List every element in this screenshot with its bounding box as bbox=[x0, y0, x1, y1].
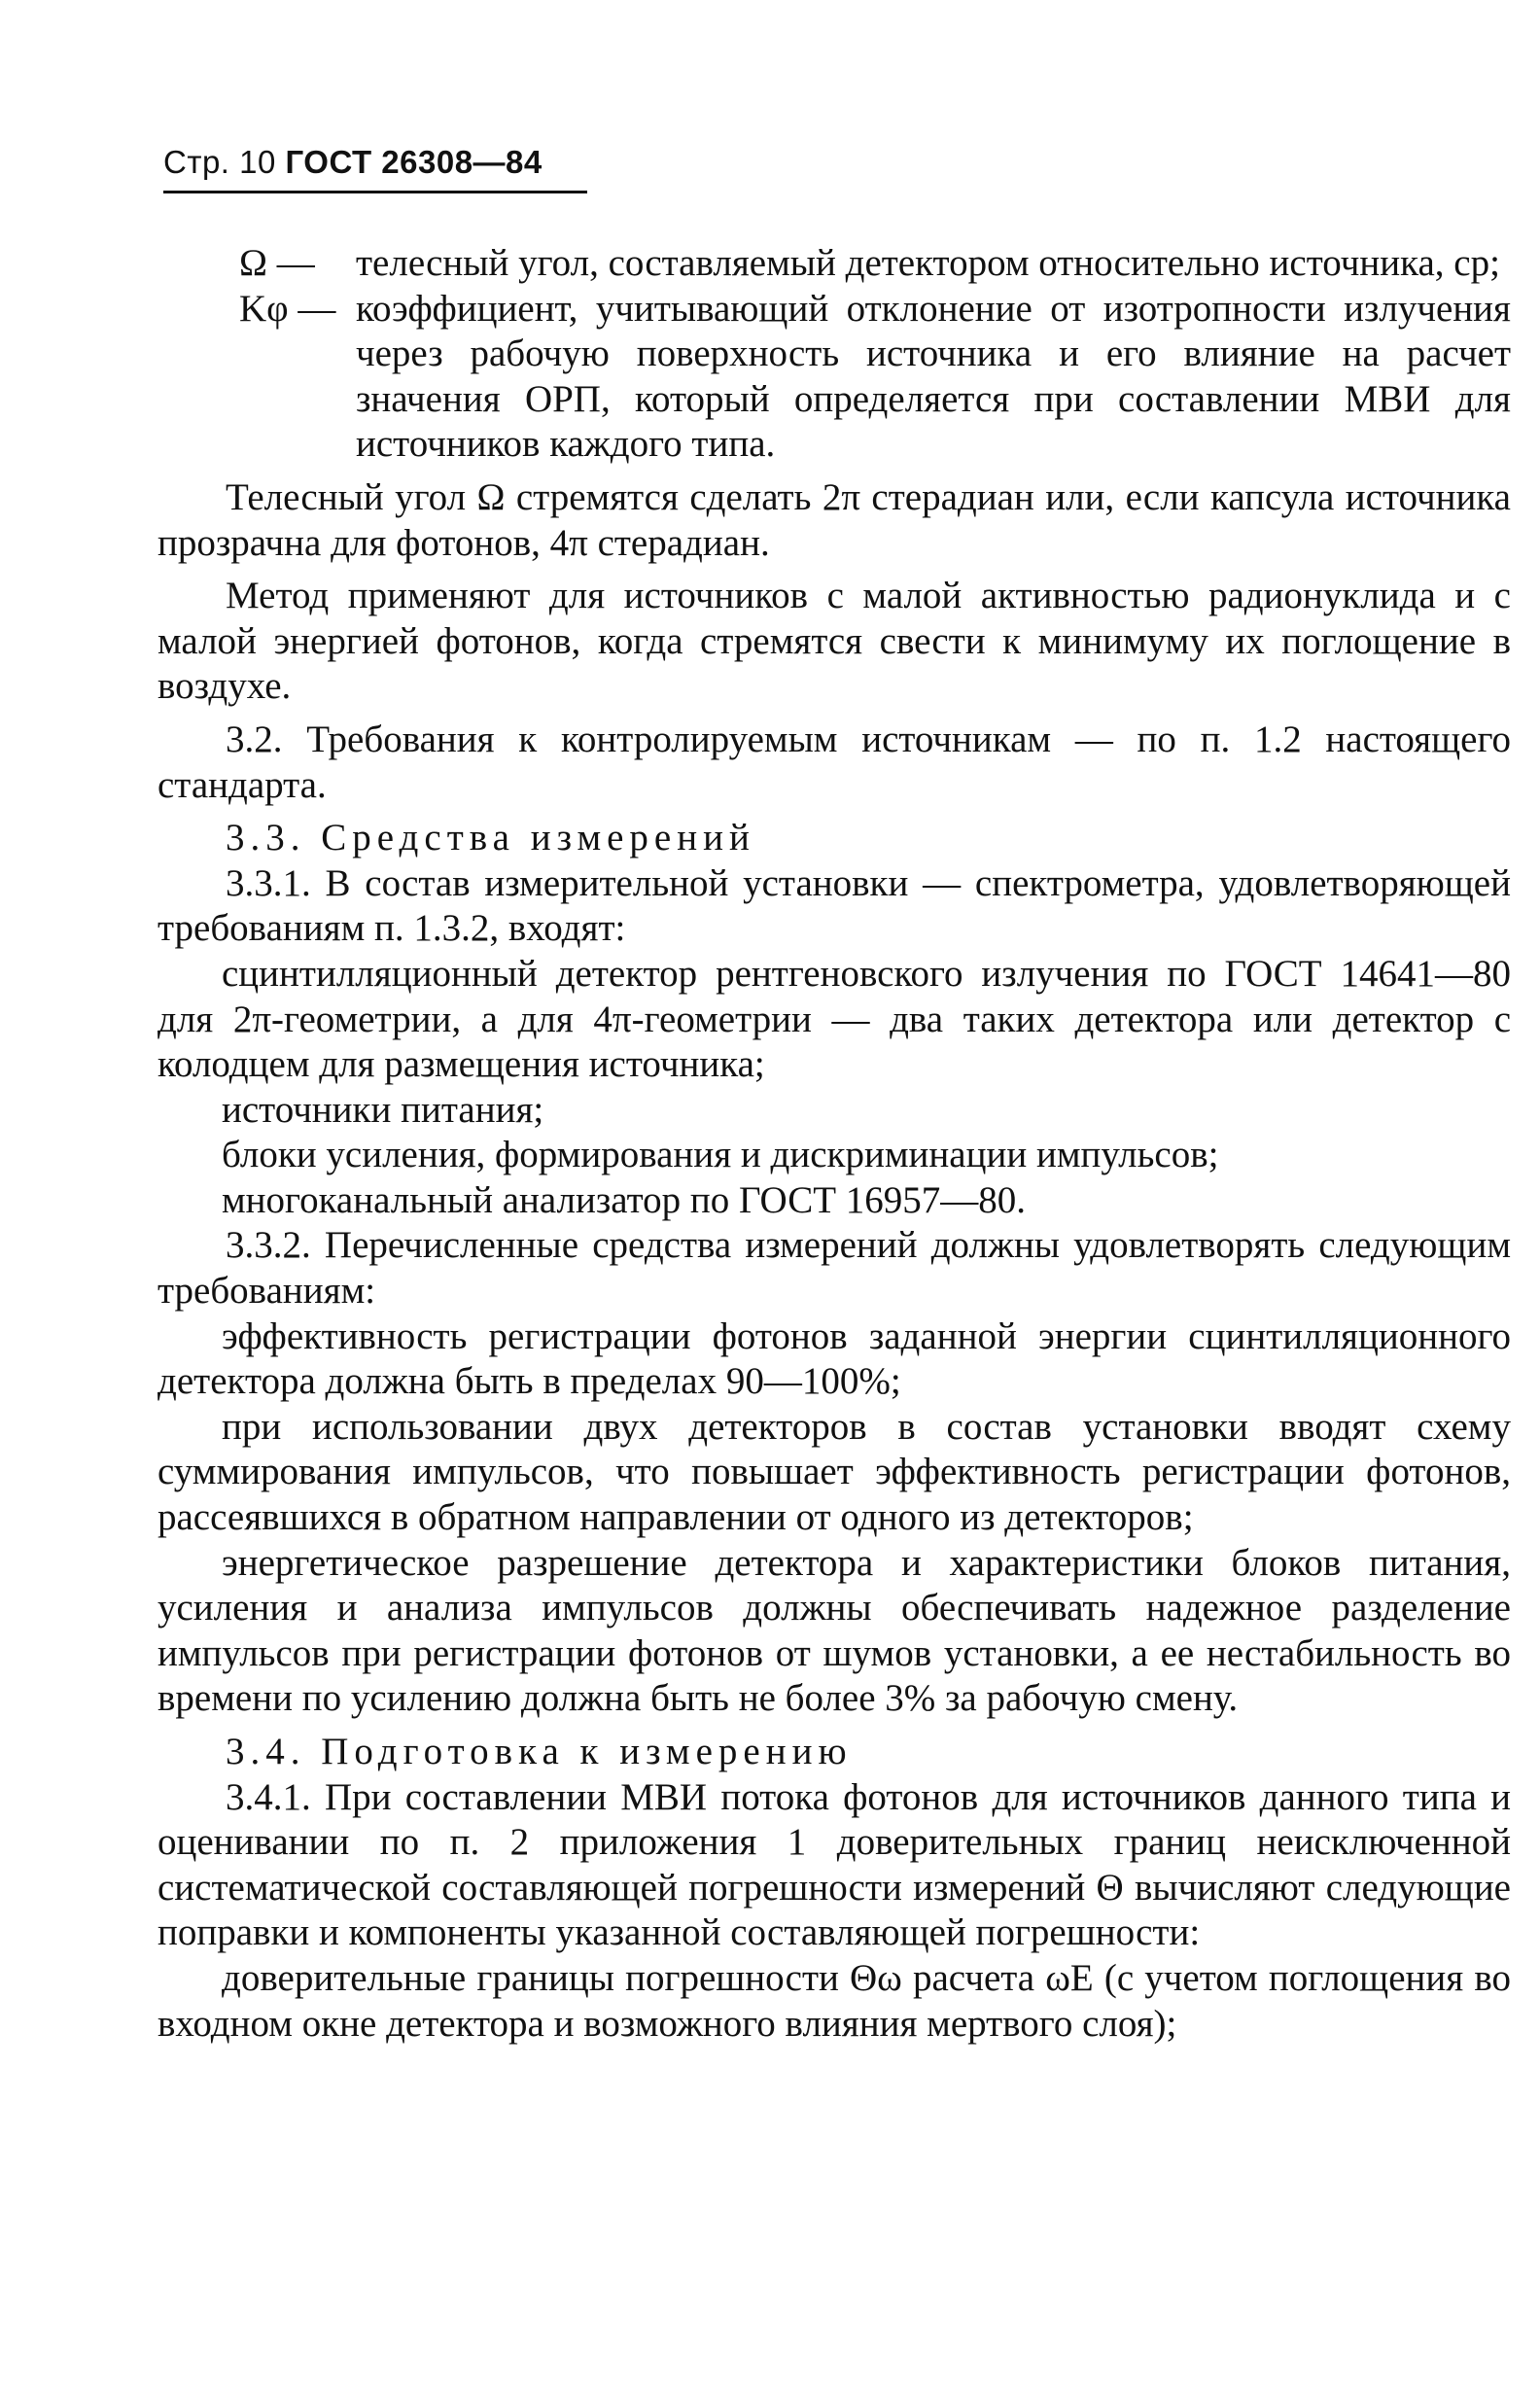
list-item-detector: сцинтилляционный детектор рентгеновского излучения по ГОСТ 14641—80 для 2π-геометрии, а для 4π-геометрии — два таких детектора или детектор с колодцем для размещения источника; bbox=[158, 952, 1511, 1086]
definition-omega bbox=[239, 241, 1511, 287]
clause-3-4-1: 3.4.1. При составлении МВИ потока фотонов для источников данного типа и оценивании по п. 2 приложения 1 доверительных границ неисключенной систематической составляющей погрешности измерений Θ вычисляют следующие поправки и компоненты указанной составляющей погрешности: bbox=[158, 1775, 1511, 1954]
page-header bbox=[163, 144, 542, 181]
list-item-power-supply: источники питания; bbox=[222, 1088, 544, 1131]
document-body bbox=[158, 241, 1511, 2047]
definition-symbol: Kφ — bbox=[239, 287, 336, 330]
clause-3-3-1: 3.3.1. В состав измерительной установки — спектрометра, удовлетворяющей требованиям п. 1.3.2, входят: bbox=[158, 861, 1511, 950]
symbol-definitions bbox=[239, 241, 1511, 468]
definition-text: телесный угол, составляемый детектором относительно источника, ср; bbox=[356, 242, 1500, 284]
paragraph-method-usage: Метод применяют для источников с малой активностью радионуклида и с малой энергией фотонов, когда стремятся свести к минимуму их поглощение в воздухе. bbox=[158, 575, 1511, 708]
requirement-summing-circuit: при использовании двух детекторов в состав установки вводят схему суммирования импульсов, что повышает эффективность регистрации фотонов, рассеявшихся в обратном направлении от одного из детекторов; bbox=[158, 1405, 1511, 1539]
header-divider bbox=[163, 191, 587, 193]
page-number: Стр. 10 bbox=[163, 144, 276, 180]
definition-text: коэффициент, учитывающий отклонение от изотропности излучения через рабочую поверхность источника и его влияние на расчет значения ОРП, который определяется при составлении МВИ для источников каждого типа. bbox=[356, 287, 1511, 466]
section-heading-3-4: 3.4. Подготовка к измерению bbox=[226, 1731, 853, 1772]
list-item-amplifier-blocks: блоки усиления, формирования и дискриминации импульсов; bbox=[222, 1134, 1219, 1176]
clause-3-3-2: 3.3.2. Перечисленные средства измерений должны удовлетворять следующим требованиям: bbox=[158, 1224, 1511, 1313]
clause-3-2: 3.2. Требования к контролируемым источникам — по п. 1.2 настоящего стандарта. bbox=[158, 718, 1511, 806]
requirement-energy-resolution: энергетическое разрешение детектора и характеристики блоков питания, усиления и анализа импульсов должны обеспечивать надежное разделение импульсов при регистрации фотонов от шумов установки, а ее нестабильность во времени по усилению должна быть не более 3% за рабочую смену. bbox=[158, 1541, 1511, 1720]
definition-symbol: Ω — bbox=[239, 242, 315, 284]
list-item-confidence-bounds: доверительные границы погрешности Θω расчета ωE (с учетом поглощения во входном окне детектора и возможного влияния мертвого слоя); bbox=[158, 1956, 1511, 2045]
standard-designation: ГОСТ 26308—84 bbox=[285, 144, 542, 180]
list-item-analyzer: многоканальный анализатор по ГОСТ 16957—80. bbox=[222, 1178, 1027, 1221]
section-heading-3-3: 3.3. Средства измерений bbox=[226, 817, 755, 859]
definition-k-phi bbox=[239, 287, 1511, 468]
requirement-efficiency: эффективность регистрации фотонов заданной энергии сцинтилляционного детектора должна быть в пределах 90—100%; bbox=[158, 1314, 1511, 1403]
paragraph-solid-angle: Телесный угол Ω стремятся сделать 2π стерадиан или, если капсула источника прозрачна для фотонов, 4π стерадиан. bbox=[158, 475, 1511, 564]
